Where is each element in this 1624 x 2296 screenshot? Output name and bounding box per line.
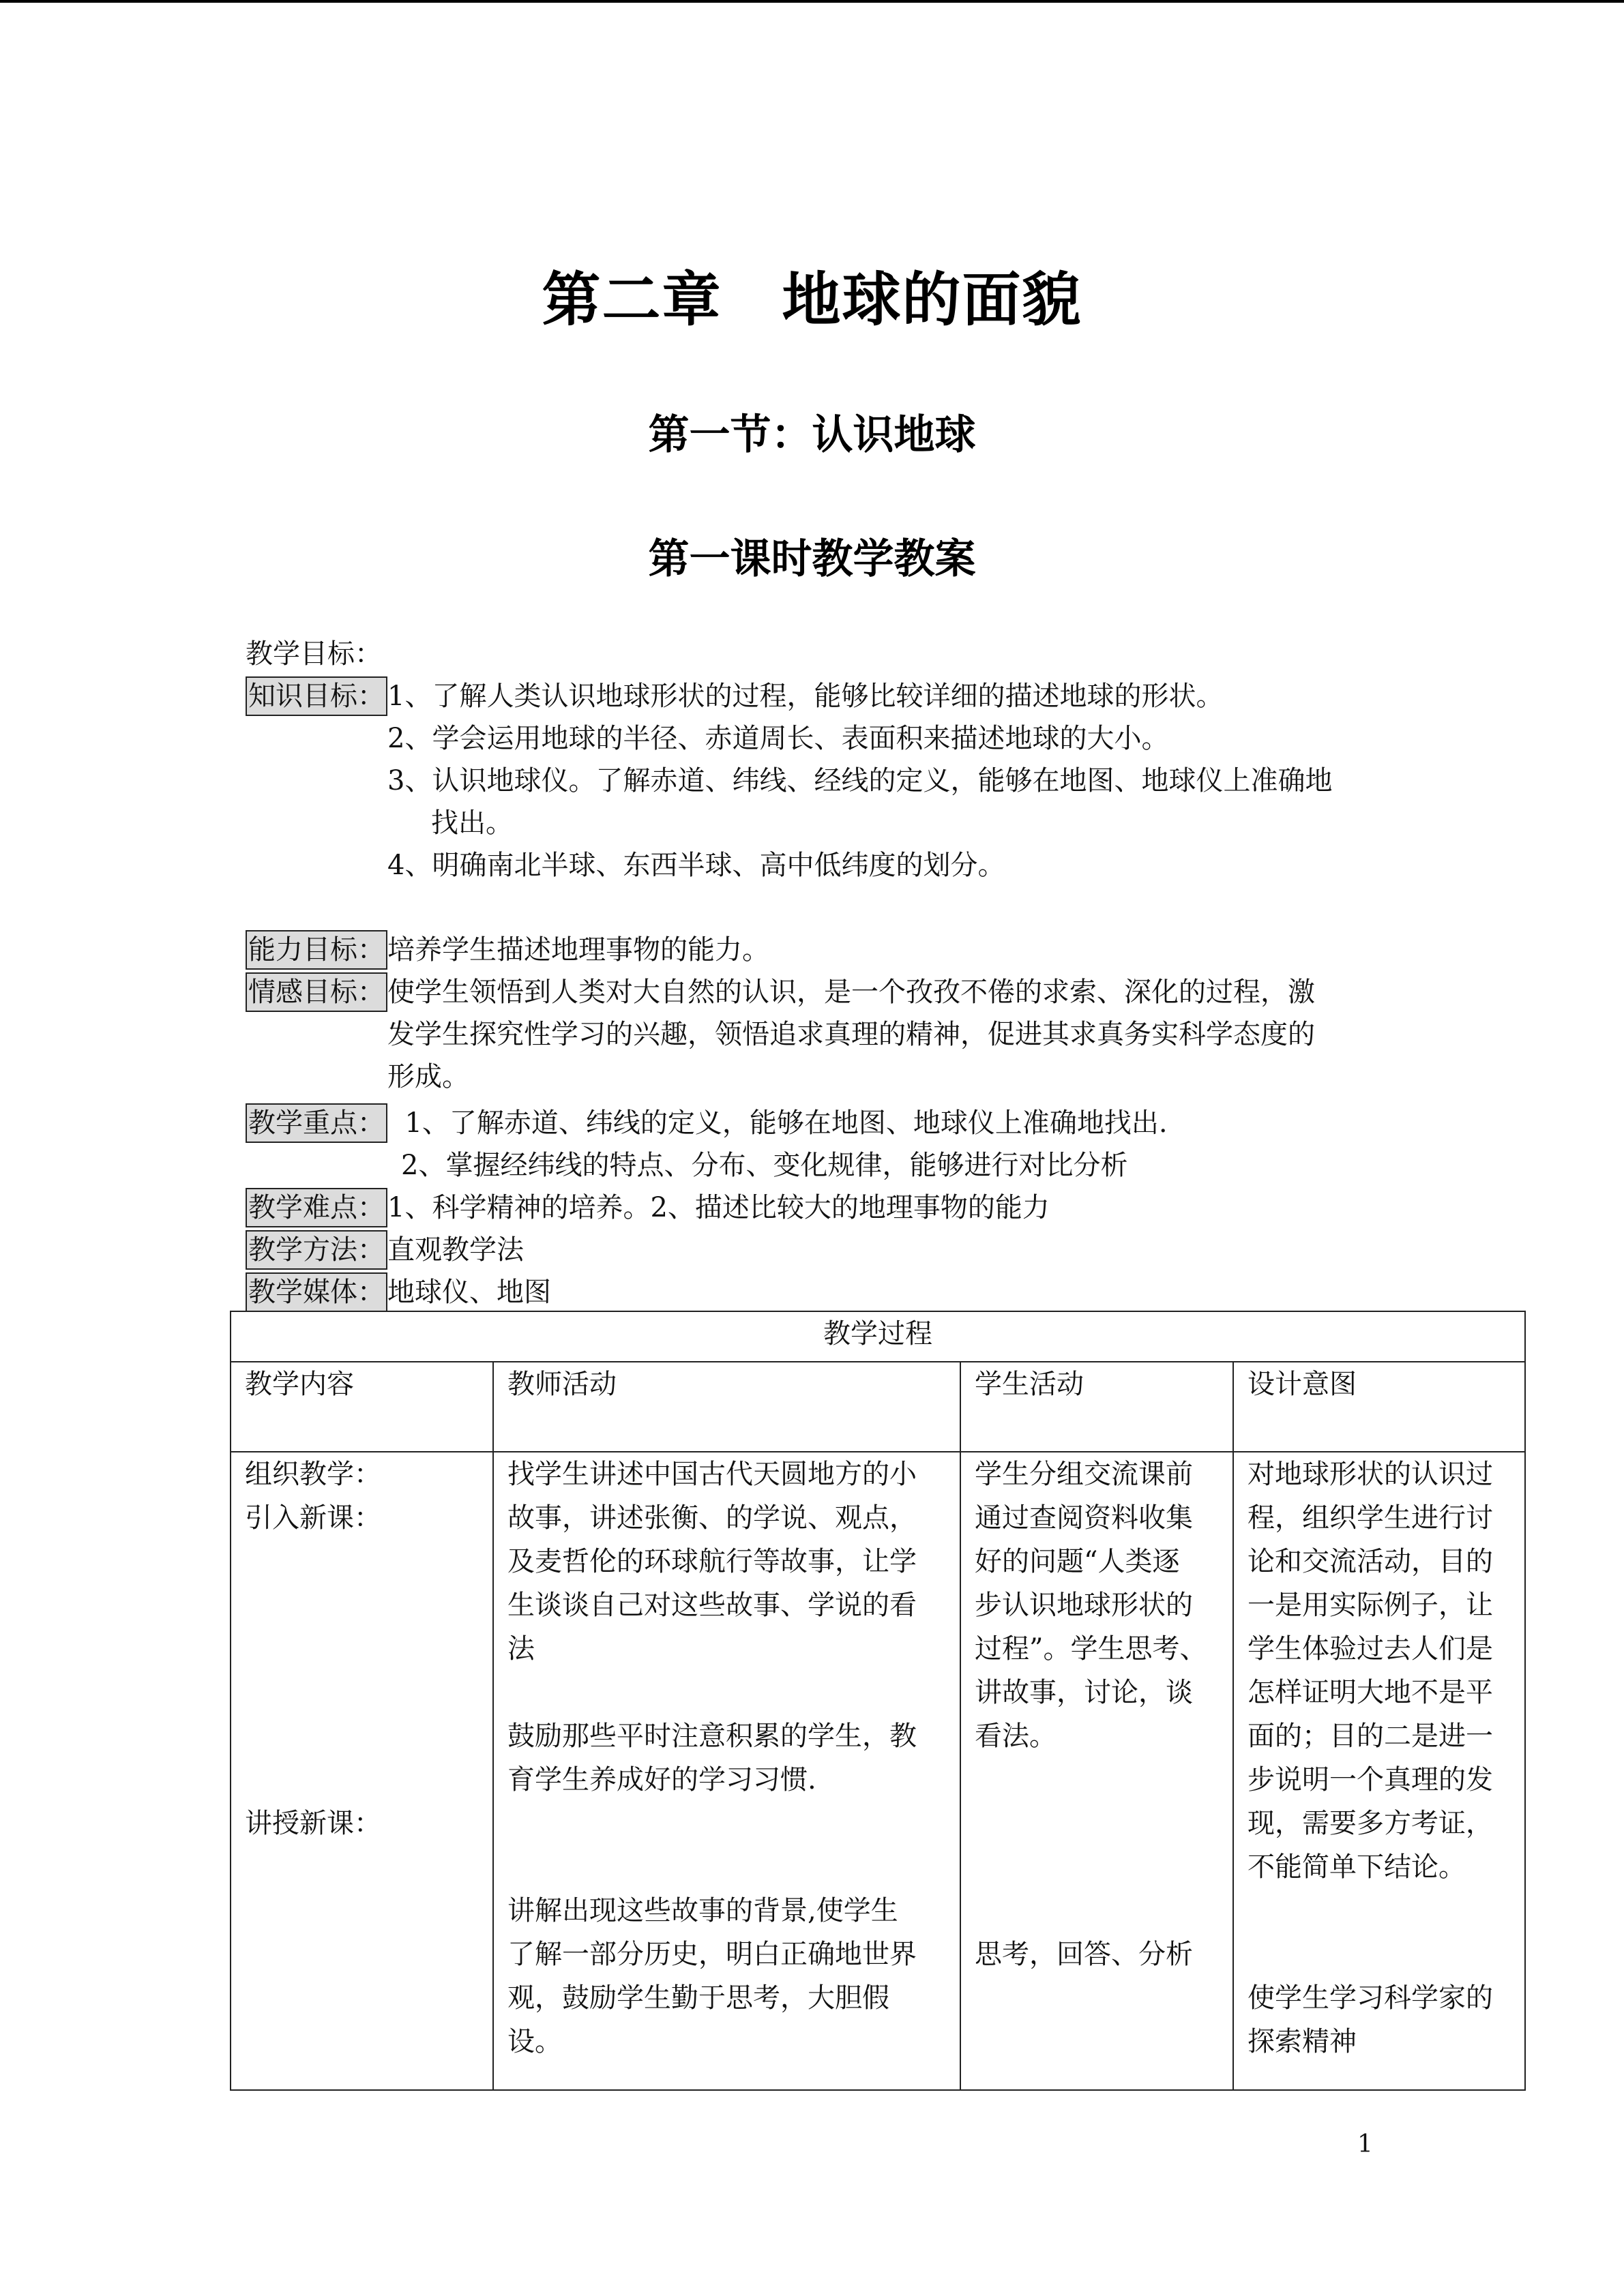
teaching-process-table (230, 1311, 1526, 2091)
difficulties-text: 1、科学精神的培养。2、描述比较大的地理事物的能力 (387, 1192, 1050, 1223)
knowledge-objectives (246, 675, 1223, 717)
ability-objective (246, 929, 769, 971)
design-line: 一是用实际例子，让 (1247, 1590, 1493, 1621)
student-line: 通过查阅资料收集 (975, 1502, 1193, 1534)
top-border (0, 0, 1624, 3)
key-points (246, 1102, 1168, 1144)
teacher-line: 了解一部分历史，明白正确地世界 (507, 1939, 917, 1970)
chapter-title: 第二章 地球的面貌 (542, 266, 1082, 334)
knowledge-label: 知识目标： (246, 676, 387, 716)
media-text: 地球仪、地图 (387, 1277, 551, 1308)
content-cell (231, 1452, 493, 2090)
student-line: 讲故事，讨论，谈 (975, 1677, 1193, 1708)
emotion-label: 情感目标： (246, 972, 387, 1012)
design-cell (1233, 1452, 1525, 2090)
teacher-line: 故事，讲述张衡、的学说、观点， (507, 1502, 917, 1534)
student-line: 过程”。学生思考、 (975, 1633, 1207, 1665)
emotion-text: 使学生领悟到人类对大自然的认识，是一个孜孜不倦的求索、深化的过程，激 (387, 976, 1315, 1008)
knowledge-item: 4、明确南北半球、东西半球、高中低纬度的划分。 (387, 850, 1005, 881)
page-number: 1 (1357, 2130, 1373, 2158)
table-title: 教学过程 (231, 1311, 1525, 1362)
teacher-line: 设。 (507, 2026, 562, 2057)
design-line: 面的；目的二是进一 (1247, 1720, 1493, 1752)
teacher-line: 及麦哲伦的环球航行等故事，让学 (507, 1546, 917, 1577)
teacher-line: 育学生养成好的学习习惯. (507, 1764, 816, 1795)
content-line: 讲授新课： (245, 1808, 381, 1839)
student-line: 看法。 (975, 1720, 1057, 1752)
method-text: 直观教学法 (387, 1234, 524, 1266)
teacher-line: 讲解出现这些故事的背景,使学生 (507, 1895, 898, 1926)
emotion-text: 发学生探究性学习的兴趣，领悟追求真理的精神，促进其求真务实科学态度的 (387, 1019, 1315, 1050)
content-line: 组织教学： (245, 1459, 381, 1490)
emotion-objective (246, 971, 1315, 1013)
key-point: 1、了解赤道、纬线的定义，能够在地图、地球仪上准确地找出. (404, 1107, 1168, 1139)
design-line: 论和交流活动，目的 (1247, 1546, 1493, 1577)
knowledge-item: 找出。 (431, 807, 513, 839)
student-line: 学生分组交流课前 (975, 1459, 1193, 1490)
teaching-method (246, 1229, 524, 1271)
teacher-line: 观，鼓励学生勤于思考，大胆假 (507, 1982, 889, 2014)
student-line: 思考，回答、分析 (975, 1939, 1193, 1970)
column-header: 设计意图 (1233, 1362, 1525, 1452)
content-line: 引入新课： (245, 1502, 381, 1534)
key-point: 2、掌握经纬线的特点、分布、变化规律，能够进行对比分析 (401, 1150, 1128, 1181)
design-line: 现，需要多方考证， (1247, 1808, 1493, 1839)
teacher-line: 找学生讲述中国古代天圆地方的小 (507, 1459, 917, 1490)
student-line: 步认识地球形状的 (975, 1590, 1193, 1621)
knowledge-item: 2、学会运用地球的半径、赤道周长、表面积来描述地球的大小。 (387, 723, 1169, 754)
knowledge-item: 3、认识地球仪。了解赤道、纬线、经线的定义，能够在地图、地球仪上准确地 (387, 765, 1333, 796)
key-points-label: 教学重点： (246, 1103, 387, 1143)
design-line: 学生体验过去人们是 (1247, 1633, 1493, 1665)
design-line: 对地球形状的认识过 (1247, 1459, 1493, 1490)
emotion-text: 形成。 (387, 1061, 469, 1092)
column-header: 学生活动 (960, 1362, 1233, 1452)
difficulties-label: 教学难点： (246, 1188, 387, 1227)
ability-label: 能力目标： (246, 930, 387, 970)
teacher-line: 生谈谈自己对这些故事、学说的看 (507, 1590, 917, 1621)
method-label: 教学方法： (246, 1230, 387, 1270)
student-line: 好的问题“人类逐 (975, 1546, 1180, 1577)
design-line: 探索精神 (1247, 2026, 1357, 2057)
table-header-row (231, 1362, 1525, 1452)
lesson-title: 第一课时教学教案 (648, 535, 976, 583)
section-title: 第一节：认识地球 (648, 411, 976, 459)
design-line: 不能简单下结论。 (1247, 1851, 1466, 1883)
column-header: 教师活动 (493, 1362, 960, 1452)
teaching-media (246, 1271, 551, 1313)
ability-text: 培养学生描述地理事物的能力。 (387, 934, 769, 966)
design-line: 怎样证明大地不是平 (1247, 1677, 1493, 1708)
teacher-line: 法 (507, 1633, 535, 1665)
design-line: 使学生学习科学家的 (1247, 1982, 1493, 2014)
column-header: 教学内容 (231, 1362, 493, 1452)
table-row (231, 1452, 1525, 2090)
media-label: 教学媒体： (246, 1272, 387, 1312)
design-line: 程，组织学生进行讨 (1247, 1502, 1493, 1534)
objectives-heading: 教学目标： (246, 638, 382, 670)
design-line: 步说明一个真理的发 (1247, 1764, 1493, 1795)
teacher-cell (493, 1452, 960, 2090)
difficulties (246, 1187, 1050, 1229)
teacher-line: 鼓励那些平时注意积累的学生，教 (507, 1720, 917, 1752)
knowledge-item: 1、了解人类认识地球形状的过程，能够比较详细的描述地球的形状。 (387, 681, 1224, 712)
student-cell (960, 1452, 1233, 2090)
